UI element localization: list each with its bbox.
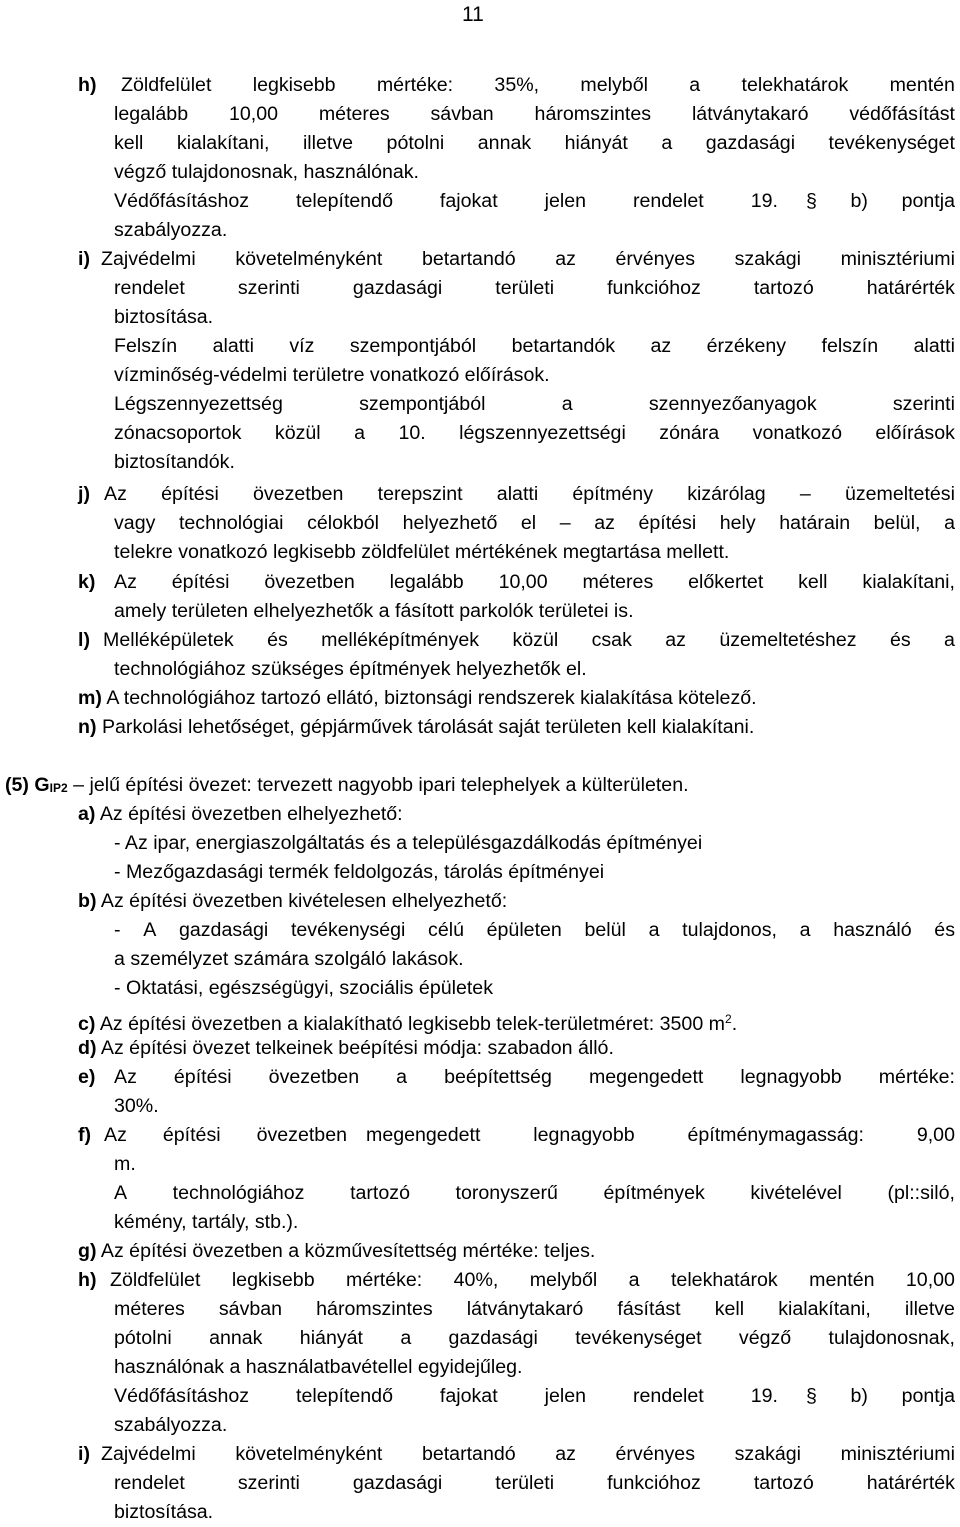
- text-line: [0, 1469, 960, 1498]
- item-text: technológiához szükséges építmények helyezhetők el.: [114, 658, 587, 680]
- text-line: [0, 361, 960, 390]
- item-text: Melléképületek és melléképítmények közül csak az üzemeltetéshez és a: [103, 629, 955, 651]
- text-line: [0, 216, 960, 245]
- item-text: rendelet szerinti gazdasági területi funkcióhoz tartozó határérték: [114, 277, 955, 299]
- superscript: 2: [725, 1012, 732, 1026]
- text-line: [0, 1150, 960, 1179]
- item-label: e): [78, 1066, 96, 1088]
- item-label: l): [78, 629, 90, 651]
- item-label: i): [78, 248, 90, 270]
- item-text-end: .: [731, 1013, 738, 1035]
- zone-code: G: [34, 774, 50, 796]
- item-text: amely területen elhelyezhetők a fásított parkolók területei is.: [114, 600, 634, 622]
- item-text: biztosítása.: [114, 306, 214, 328]
- text-line: [0, 945, 960, 974]
- item-text: Az építési övezetben legalább 10,00 méteres előkertet kell kialakítani,: [114, 571, 955, 593]
- item-label: n): [78, 716, 97, 738]
- text-line: [0, 829, 960, 858]
- text-line: [0, 887, 960, 916]
- text-line: [0, 597, 960, 626]
- text-line: [0, 303, 960, 332]
- item-text: - Az ipar, energiaszolgáltatás és a településgazdálkodás építményei: [114, 832, 703, 854]
- text-line: [0, 800, 960, 829]
- text-line: [0, 568, 960, 597]
- text-line: [0, 245, 960, 274]
- item-label: m): [78, 687, 102, 709]
- dash: –: [73, 774, 85, 796]
- text-line: [0, 974, 960, 1003]
- text-line: [0, 71, 960, 100]
- item-label: j): [78, 483, 90, 505]
- text-line: [0, 274, 960, 303]
- item-text: Felszín alatti víz szempontjából betartandók az érzékeny felszín alatti: [114, 335, 955, 357]
- text-line: [0, 1266, 960, 1295]
- item-text: Zajvédelmi követelményként betartandó az érvényes szakági minisztériumi: [101, 248, 955, 270]
- text-line: [0, 1034, 960, 1063]
- item-text: zónacsoportok közül a 10. légszennyezettségi zónára vonatkozó előírások: [114, 422, 955, 444]
- item-text: kémény, tartály, stb.).: [114, 1211, 299, 1233]
- item-text: Védőfásításhoz telepítendő fajokat jelen rendelet 19.: [114, 190, 778, 212]
- item-text: Az építési övezetben kivételesen elhelyezhető:: [100, 890, 508, 912]
- text-line: [0, 1353, 960, 1382]
- item-text: szabályozza.: [114, 219, 228, 241]
- item-label: i): [78, 1443, 90, 1465]
- item-label: b): [78, 890, 97, 912]
- text-line: [0, 1208, 960, 1237]
- text-line: [0, 390, 960, 419]
- item-text: Zöldfelület legkisebb mértéke: 40%, melyből a telekhatárok mentén 10,00: [110, 1269, 955, 1291]
- text-line: [0, 1295, 960, 1324]
- item-text: Parkolási lehetőséget, gépjárművek tárolását saját területen kell kialakítani.: [101, 716, 755, 738]
- item-text: § b) pontja: [806, 190, 955, 212]
- item-text: - A gazdasági tevékenységi célú épületen belül a tulajdonos, a használó és: [114, 919, 955, 941]
- item-text: megengedett legnagyobb építménymagasság: 9,00: [366, 1124, 955, 1146]
- item-text: vagy technológiai célokból helyezhető el – az építési hely határain belül, a: [114, 512, 955, 534]
- item-text: a személyzet számára szolgáló lakások.: [114, 948, 464, 970]
- item-text: biztosítása.: [114, 1501, 214, 1523]
- item-text: méteres sávban háromszintes látványtakaró fásítást kell kialakítani, illetve: [114, 1298, 955, 1320]
- text-line: [0, 480, 960, 509]
- item-text: végző tulajdonosnak, használónak.: [114, 161, 420, 183]
- item-text: használónak a használatbavétellel egyidejűleg.: [114, 1356, 523, 1378]
- text-line: [0, 100, 960, 129]
- text-line: [0, 187, 960, 216]
- text-line: [0, 538, 960, 567]
- item-text: Az építési övezetben a közművesítettség mértéke: teljes.: [100, 1240, 596, 1262]
- zone-code-subscript: IP2: [49, 781, 68, 795]
- text-line: [0, 158, 960, 187]
- text-line: [0, 626, 960, 655]
- item-label: f): [78, 1124, 92, 1146]
- text-line: [0, 655, 960, 684]
- item-label: k): [78, 571, 96, 593]
- item-text: Az építési övezetben a kialakítható legkisebb telek-területméret: 3500 m: [99, 1013, 725, 1035]
- text-line: [0, 858, 960, 887]
- item-text: - Mezőgazdasági termék feldolgozás, tárolás építményei: [114, 861, 605, 883]
- item-text: Légszennyezettség szempontjából a szennyezőanyagok szerinti: [114, 393, 955, 415]
- item-text: telekre vonatkozó legkisebb zöldfelület mértékének megtartása mellett.: [114, 541, 730, 563]
- page-number: 11: [462, 3, 484, 26]
- text-line: [0, 1121, 960, 1150]
- item-text: szabályozza.: [114, 1414, 228, 1436]
- text-line: [0, 1411, 960, 1440]
- item-text: vízminőség-védelmi területre vonatkozó előírások.: [114, 364, 550, 386]
- item-text: rendelet szerinti gazdasági területi funkcióhoz tartozó határérték: [114, 1472, 955, 1494]
- text-line: [0, 1092, 960, 1121]
- text-line: [0, 419, 960, 448]
- text-line: [0, 713, 960, 742]
- section-number: (5): [5, 774, 29, 796]
- item-text: § b) pontja: [806, 1385, 955, 1407]
- item-text: Védőfásításhoz telepítendő fajokat jelen rendelet 19.: [114, 1385, 778, 1407]
- item-text: Az építési övezet telkeinek beépítési módja: szabadon álló.: [100, 1037, 614, 1059]
- item-label: h): [78, 74, 97, 96]
- section-heading: [0, 771, 960, 800]
- item-text: Zajvédelmi követelményként betartandó az érvényes szakági minisztériumi: [101, 1443, 955, 1465]
- item-text: Zöldfelület legkisebb mértéke: 35%, melyből a telekhatárok mentén: [121, 74, 955, 96]
- item-label: c): [78, 1013, 96, 1035]
- item-text: m.: [114, 1153, 136, 1175]
- item-text: - Oktatási, egészségügyi, szociális épületek: [114, 977, 493, 999]
- item-text: kell kialakítani, illetve pótolni annak hiányát a gazdasági tevékenységet: [114, 132, 955, 154]
- item-text: Az építési övezetben: [104, 1124, 347, 1146]
- text-line: [0, 1382, 960, 1411]
- text-line: [0, 1237, 960, 1266]
- text-line: [0, 509, 960, 538]
- item-text: Az építési övezetben a beépítettség megengedett legnagyobb mértéke:: [114, 1066, 955, 1088]
- item-text: 30%.: [114, 1095, 159, 1117]
- text-line: [0, 1324, 960, 1353]
- item-text: biztosítandók.: [114, 451, 235, 473]
- item-label: h): [78, 1269, 97, 1291]
- text-line: [0, 684, 960, 713]
- text-line: [0, 332, 960, 361]
- text-line: [0, 1440, 960, 1469]
- item-text: legalább 10,00 méteres sávban háromszintes látványtakaró védőfásítást: [114, 103, 955, 125]
- text-line: [0, 916, 960, 945]
- item-label: g): [78, 1240, 97, 1262]
- item-text: Az építési övezetben elhelyezhető:: [99, 803, 403, 825]
- text-line: [0, 448, 960, 477]
- text-line: [0, 1005, 960, 1034]
- text-line: [0, 1179, 960, 1208]
- item-label: d): [78, 1037, 97, 1059]
- item-text: A technológiához tartozó toronyszerű építmények kivételével (pl::siló,: [114, 1182, 955, 1204]
- section-text: jelű építési övezet: tervezett nagyobb ipari telephelyek a külterületen.: [89, 774, 689, 796]
- item-text: A technológiához tartozó ellátó, biztonsági rendszerek kialakítása kötelező.: [106, 687, 757, 709]
- item-text: pótolni annak hiányát a gazdasági tevékenységet végző tulajdonosnak,: [114, 1327, 955, 1349]
- item-text: Az építési övezetben terepszint alatti építmény kizárólag – üzemeltetési: [104, 483, 955, 505]
- text-line: [0, 129, 960, 158]
- text-line: [0, 1063, 960, 1092]
- item-label: a): [78, 803, 96, 825]
